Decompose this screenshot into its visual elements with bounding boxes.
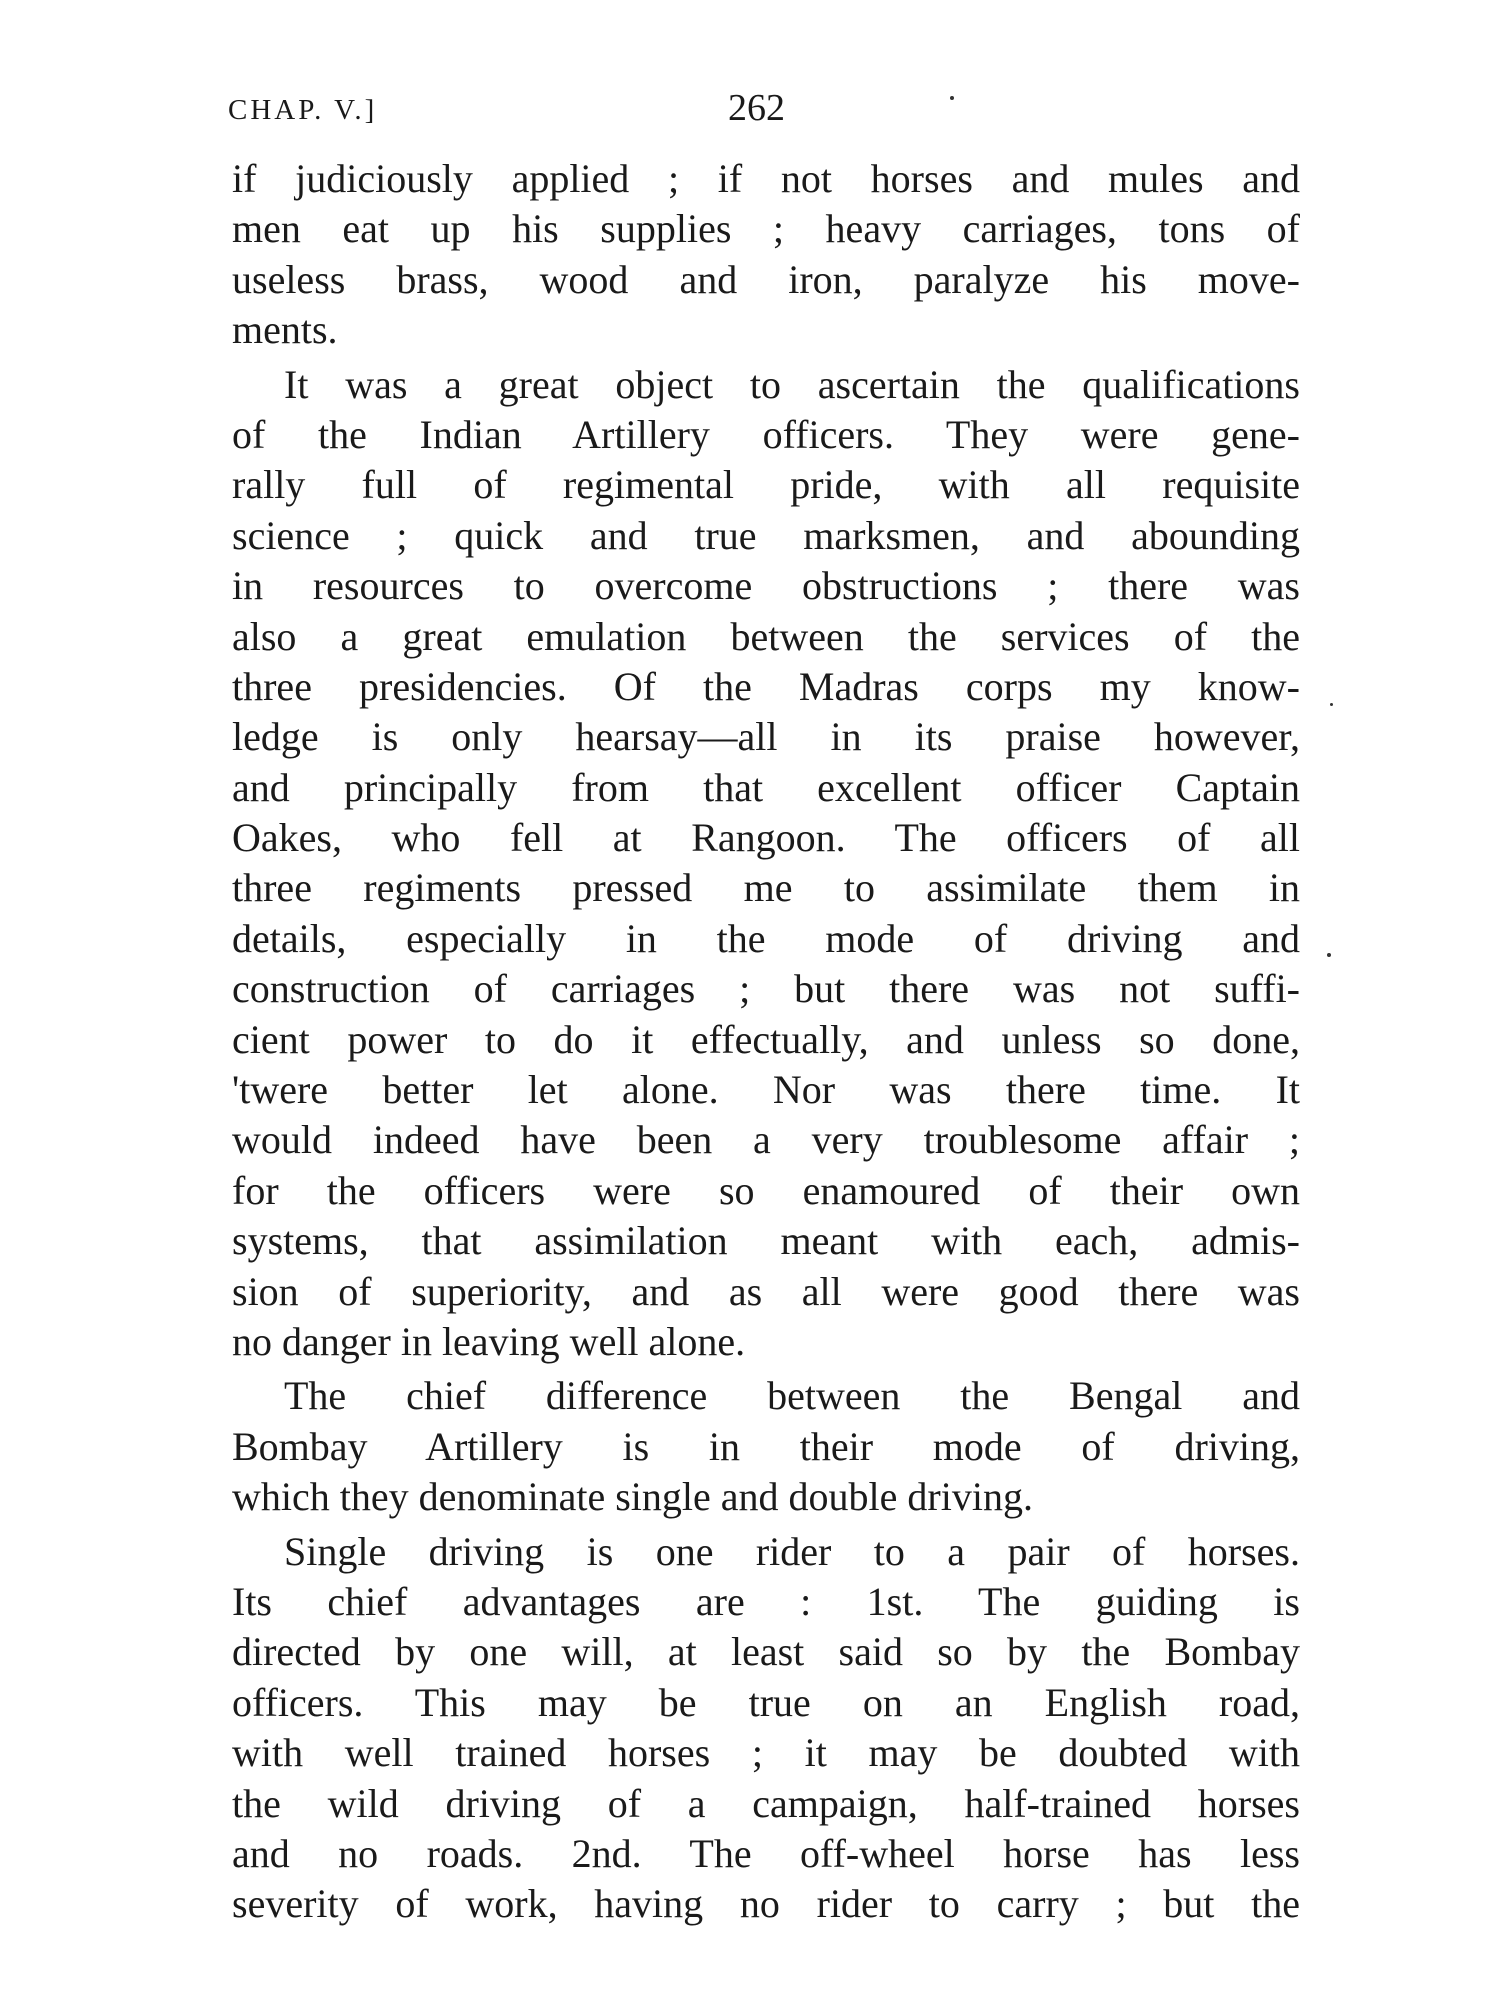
text-line: useless brass, wood and iron, paralyze his move- bbox=[232, 256, 1300, 302]
text-line: of the Indian Artillery officers. They were gene- bbox=[232, 411, 1300, 457]
text-line: details, especially in the mode of driving and bbox=[232, 915, 1300, 961]
paragraph bbox=[232, 154, 1300, 356]
text-line: would indeed have been a very troublesome affair ; bbox=[232, 1117, 1300, 1163]
text-line: Bombay Artillery is in their mode of driving, bbox=[232, 1423, 1300, 1469]
text-line: 'twere better let alone. Nor was there time. It bbox=[232, 1067, 1300, 1113]
body-text bbox=[232, 154, 1300, 1930]
text-line: systems, that assimilation meant with each, admis- bbox=[232, 1218, 1300, 1264]
text-line: with well trained horses ; it may be doubted with bbox=[232, 1730, 1300, 1776]
paragraph bbox=[232, 360, 1300, 1368]
text-line: also a great emulation between the services of the bbox=[232, 613, 1300, 659]
text-line: and no roads. 2nd. The off-wheel horse has less bbox=[232, 1830, 1300, 1876]
paragraph bbox=[232, 1527, 1300, 1930]
text-line: for the officers were so enamoured of their own bbox=[232, 1167, 1300, 1213]
text-line: three presidencies. Of the Madras corps my know- bbox=[232, 663, 1300, 709]
text-line: which they denominate single and double driving. bbox=[232, 1474, 1033, 1520]
text-line: men eat up his supplies ; heavy carriages, tons of bbox=[232, 206, 1300, 252]
text-line: sion of superiority, and as all were good there was bbox=[232, 1268, 1300, 1314]
text-line: officers. This may be true on an English road, bbox=[232, 1679, 1300, 1725]
text-line: It was a great object to ascertain the qualifications bbox=[284, 361, 1300, 407]
text-line: three regiments pressed me to assimilate them in bbox=[232, 865, 1300, 911]
text-line: Its chief advantages are : 1st. The guiding is bbox=[232, 1578, 1300, 1624]
text-line: the wild driving of a campaign, half-trained horses bbox=[232, 1780, 1300, 1826]
text-line: The chief difference between the Bengal and bbox=[284, 1373, 1300, 1419]
text-line: severity of work, having no rider to carry ; but the bbox=[232, 1881, 1300, 1927]
page-number: 262 bbox=[728, 87, 785, 129]
text-line: and principally from that excellent officer Captain bbox=[232, 764, 1300, 810]
text-line: construction of carriages ; but there was not suffi- bbox=[232, 966, 1300, 1012]
ink-speck bbox=[950, 96, 954, 100]
text-line: Oakes, who fell at Rangoon. The officers of all bbox=[232, 815, 1300, 861]
ink-speck bbox=[1327, 953, 1331, 957]
text-line: ledge is only hearsay—all in its praise however, bbox=[232, 714, 1300, 760]
text-line: no danger in leaving well alone. bbox=[232, 1318, 746, 1364]
chapter-heading: CHAP. V.] bbox=[228, 94, 378, 126]
paragraph bbox=[232, 1371, 1300, 1522]
text-line: ments. bbox=[232, 307, 338, 353]
ink-speck bbox=[1330, 703, 1333, 706]
text-line: Single driving is one rider to a pair of horses. bbox=[284, 1528, 1300, 1574]
text-line: cient power to do it effectually, and unless so done, bbox=[232, 1016, 1300, 1062]
running-head bbox=[228, 86, 1298, 136]
text-line: directed by one will, at least said so by the Bombay bbox=[232, 1629, 1300, 1675]
text-line: if judiciously applied ; if not horses and mules and bbox=[232, 156, 1300, 201]
text-line: rally full of regimental pride, with all requisite bbox=[232, 462, 1300, 508]
text-line: science ; quick and true marksmen, and abounding bbox=[232, 512, 1300, 558]
text-line: in resources to overcome obstructions ; there was bbox=[232, 563, 1300, 609]
